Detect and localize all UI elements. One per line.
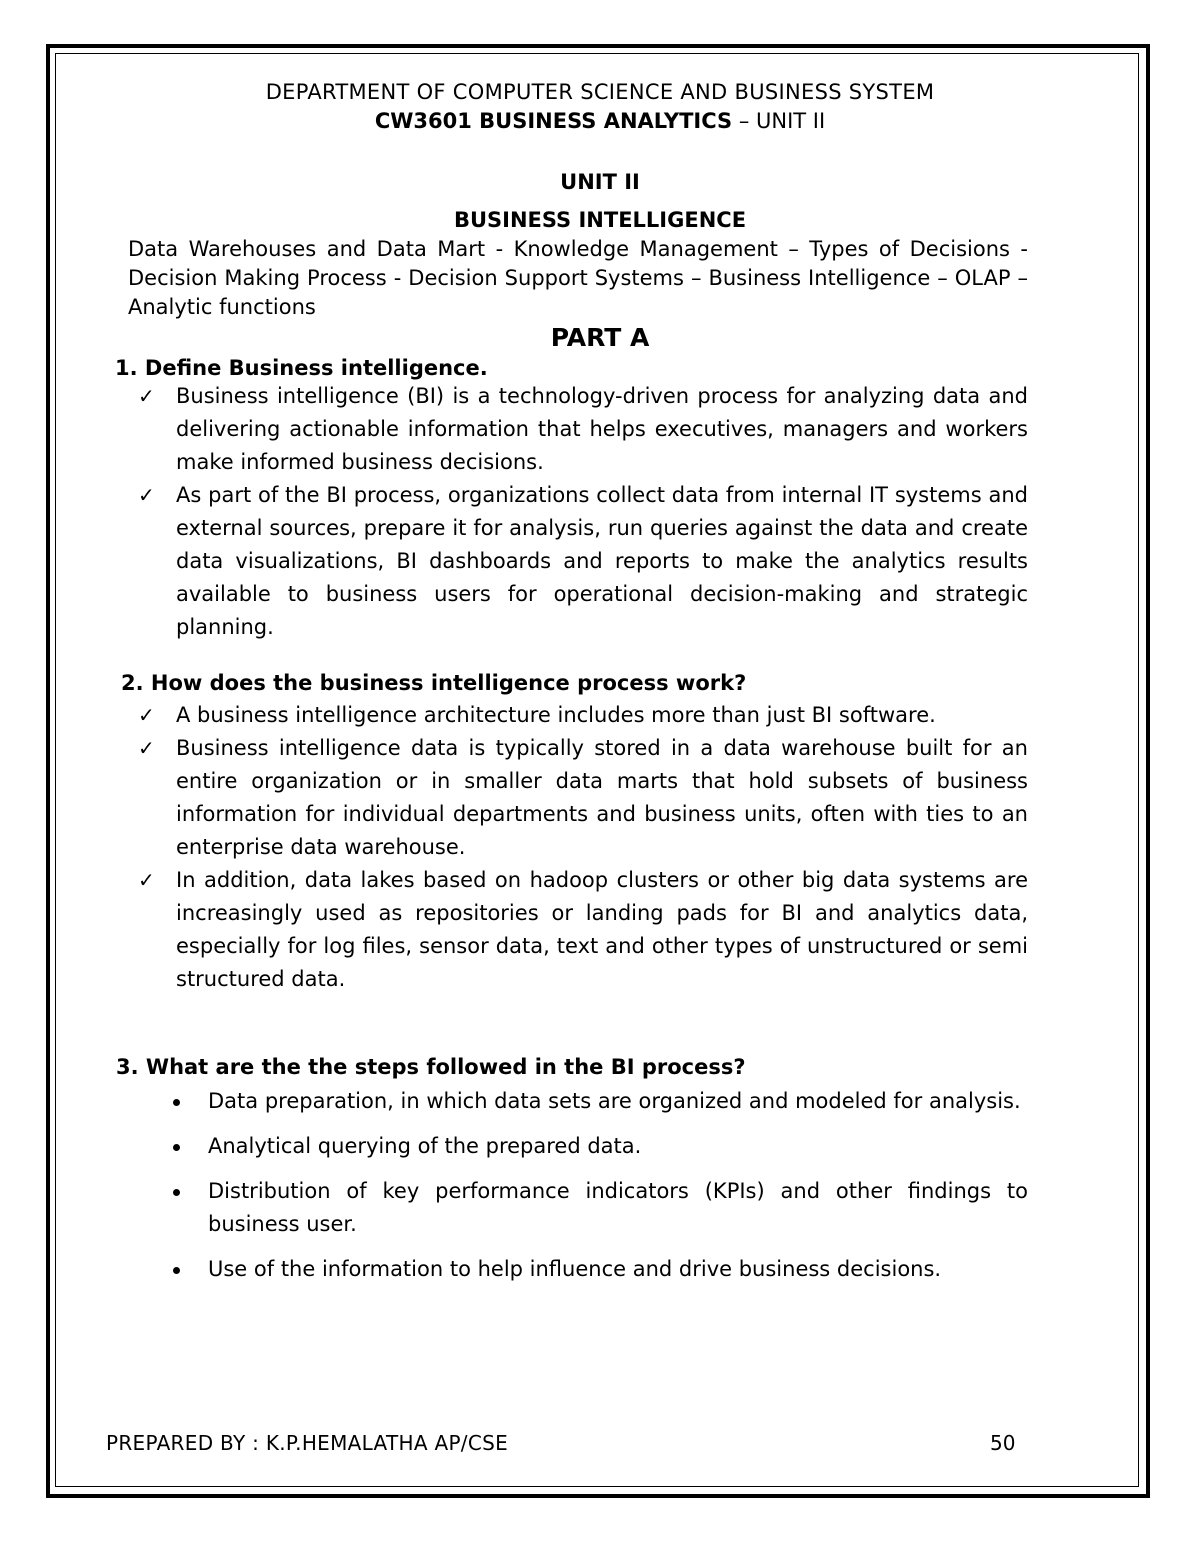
- list-item: [136, 864, 1028, 996]
- question-2-answer-list: [136, 699, 1028, 996]
- list-item: [168, 1130, 1028, 1163]
- list-item: [136, 732, 1028, 864]
- list-item: [168, 1085, 1028, 1118]
- check-mark-icon: ✓: [138, 483, 155, 507]
- answer-text: Use of the information to help influence and drive business decisions.: [208, 1257, 942, 1281]
- list-item: [136, 479, 1028, 644]
- answer-text: Analytical querying of the prepared data.: [208, 1134, 642, 1158]
- course-heading: [0, 109, 1200, 133]
- answer-text: Distribution of key performance indicators (KPIs) and other findings to business user.: [208, 1179, 1028, 1236]
- bullet-icon: [173, 1144, 180, 1151]
- check-mark-icon: ✓: [138, 384, 155, 408]
- department-heading: DEPARTMENT OF COMPUTER SCIENCE AND BUSINESS SYSTEM: [265, 80, 935, 104]
- course-code: CW3601 BUSINESS ANALYTICS: [374, 109, 733, 133]
- list-item: [168, 1253, 1028, 1286]
- question-2-title: 2. How does the business intelligence process work?: [121, 671, 747, 695]
- bullet-icon: [173, 1267, 180, 1274]
- part-heading: PART A: [550, 323, 650, 352]
- answer-text: A business intelligence architecture includes more than just BI software.: [176, 703, 936, 727]
- prepared-by: PREPARED BY : K.P.HEMALATHA AP/CSE: [106, 1431, 509, 1455]
- answer-text: In addition, data lakes based on hadoop clusters or other big data systems are increasingly used as repositories or landing pads for BI and analytics data, especially for log files, sensor data, text and other types of unstructured or semi structured data.: [176, 868, 1028, 991]
- unit-syllabus: Data Warehouses and Data Mart - Knowledge Management – Types of Decisions - Decision Making Process - Decision Support Systems – Business Intelligence – OLAP – Analytic functions: [128, 237, 1028, 319]
- answer-text: Data preparation, in which data sets are organized and modeled for analysis.: [208, 1089, 1021, 1113]
- answer-text: As part of the BI process, organizations collect data from internal IT systems and external sources, prepare it for analysis, run queries against the data and create data visualizations, BI dashboards and reports to make the analytics results available to business users for operational decision-making and strategic planning.: [176, 483, 1028, 639]
- check-mark-icon: ✓: [138, 736, 155, 760]
- question-3-title: 3. What are the the steps followed in the BI process?: [116, 1055, 746, 1079]
- list-item: [136, 699, 1028, 732]
- check-mark-icon: ✓: [138, 703, 155, 727]
- list-item: [136, 380, 1028, 479]
- course-unit: – UNIT II: [732, 109, 826, 133]
- answer-text: Business intelligence (BI) is a technology-driven process for analyzing data and delivering actionable information that helps executives, managers and workers make informed business decisions.: [176, 384, 1028, 474]
- bullet-icon: [173, 1099, 180, 1106]
- check-mark-icon: ✓: [138, 868, 155, 892]
- question-1-title: 1. Define Business intelligence.: [115, 356, 488, 380]
- answer-text: Business intelligence data is typically stored in a data warehouse built for an entire organization or in smaller data marts that hold subsets of business information for individual departments and business units, often with ties to an enterprise data warehouse.: [176, 736, 1028, 859]
- unit-title: UNIT II: [560, 170, 640, 194]
- list-item: [168, 1175, 1028, 1241]
- page-number: 50: [990, 1431, 1016, 1455]
- unit-name: BUSINESS INTELLIGENCE: [453, 208, 747, 232]
- question-1-answer-list: [136, 380, 1028, 644]
- bullet-icon: [173, 1189, 180, 1196]
- question-3-answer-list: [168, 1085, 1028, 1298]
